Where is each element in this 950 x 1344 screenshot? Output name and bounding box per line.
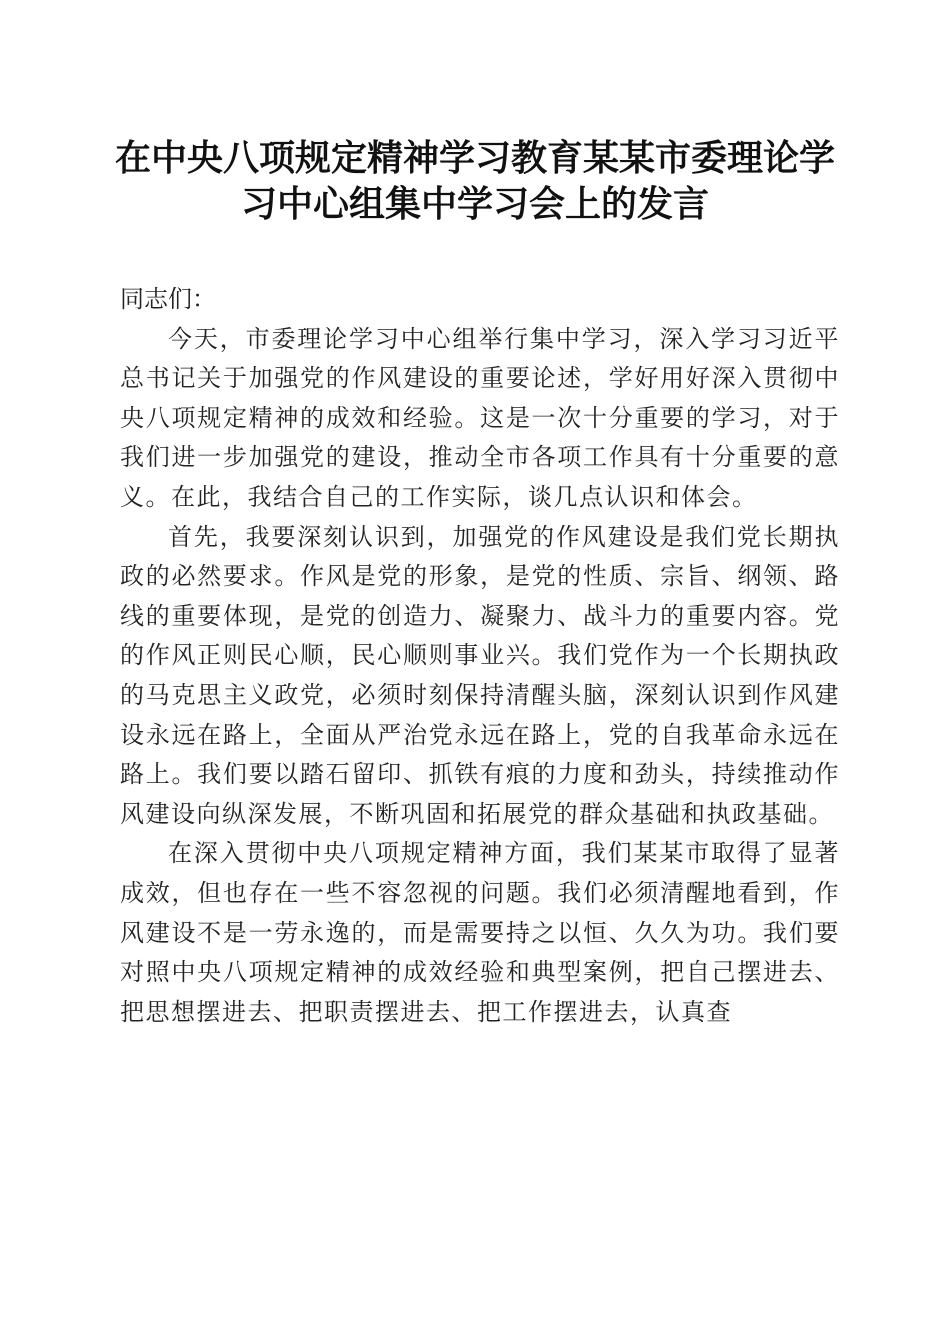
document-title <box>100 135 850 227</box>
paragraph-2: 首先，我要深刻认识到，加强党的作风建设是我们党长期执政的必然要求。作风是党的形象，是党的性质、宗旨、纲领、路线的重要体现，是党的创造力、凝聚力、战斗力的重要内容。党的作风正则民心顺，民心顺则事业兴。我们党作为一个长期执政的马克思主义政党，必须时刻保持清醒头脑，深刻认识到作风建设永远在路上，全面从严治党永远在路上，党的自我革命永远在路上。我们要以踏石留印、抓铁有痕的力度和劲头，持续推动作风建设向纵深发展，不断巩固和拓展党的群众基础和执政基础。 <box>120 522 840 828</box>
title-line-1: 在中央八项规定精神学习教育某某市委理论学 <box>114 137 835 179</box>
title-line-2: 习中心组集中学习会上的发言 <box>240 183 709 225</box>
paragraph-3: 在深入贯彻中央八项规定精神方面，我们某某市取得了显著成效，但也存在一些不容忽视的问题。我们必须清醒地看到，作风建设不是一劳永逸的，而是需要持之以恒、久久为功。我们要对照中央八项规定精神的成效经验和典型案例，把自己摆进去、把思想摆进去、把职责摆进去、把工作摆进去，认真查 <box>120 839 840 1026</box>
salutation: 同志们： <box>120 285 216 313</box>
paragraph-1: 今天，市委理论学习中心组举行集中学习，深入学习习近平总书记关于加强党的作风建设的重要论述，学好用好深入贯彻中央八项规定精神的成效和经验。这是一次十分重要的学习，对于我们进一步加强党的建设，推动全市各项工作具有十分重要的意义。在此，我结合自己的工作实际，谈几点认识和体会。 <box>120 324 840 511</box>
document-body <box>120 280 840 1032</box>
